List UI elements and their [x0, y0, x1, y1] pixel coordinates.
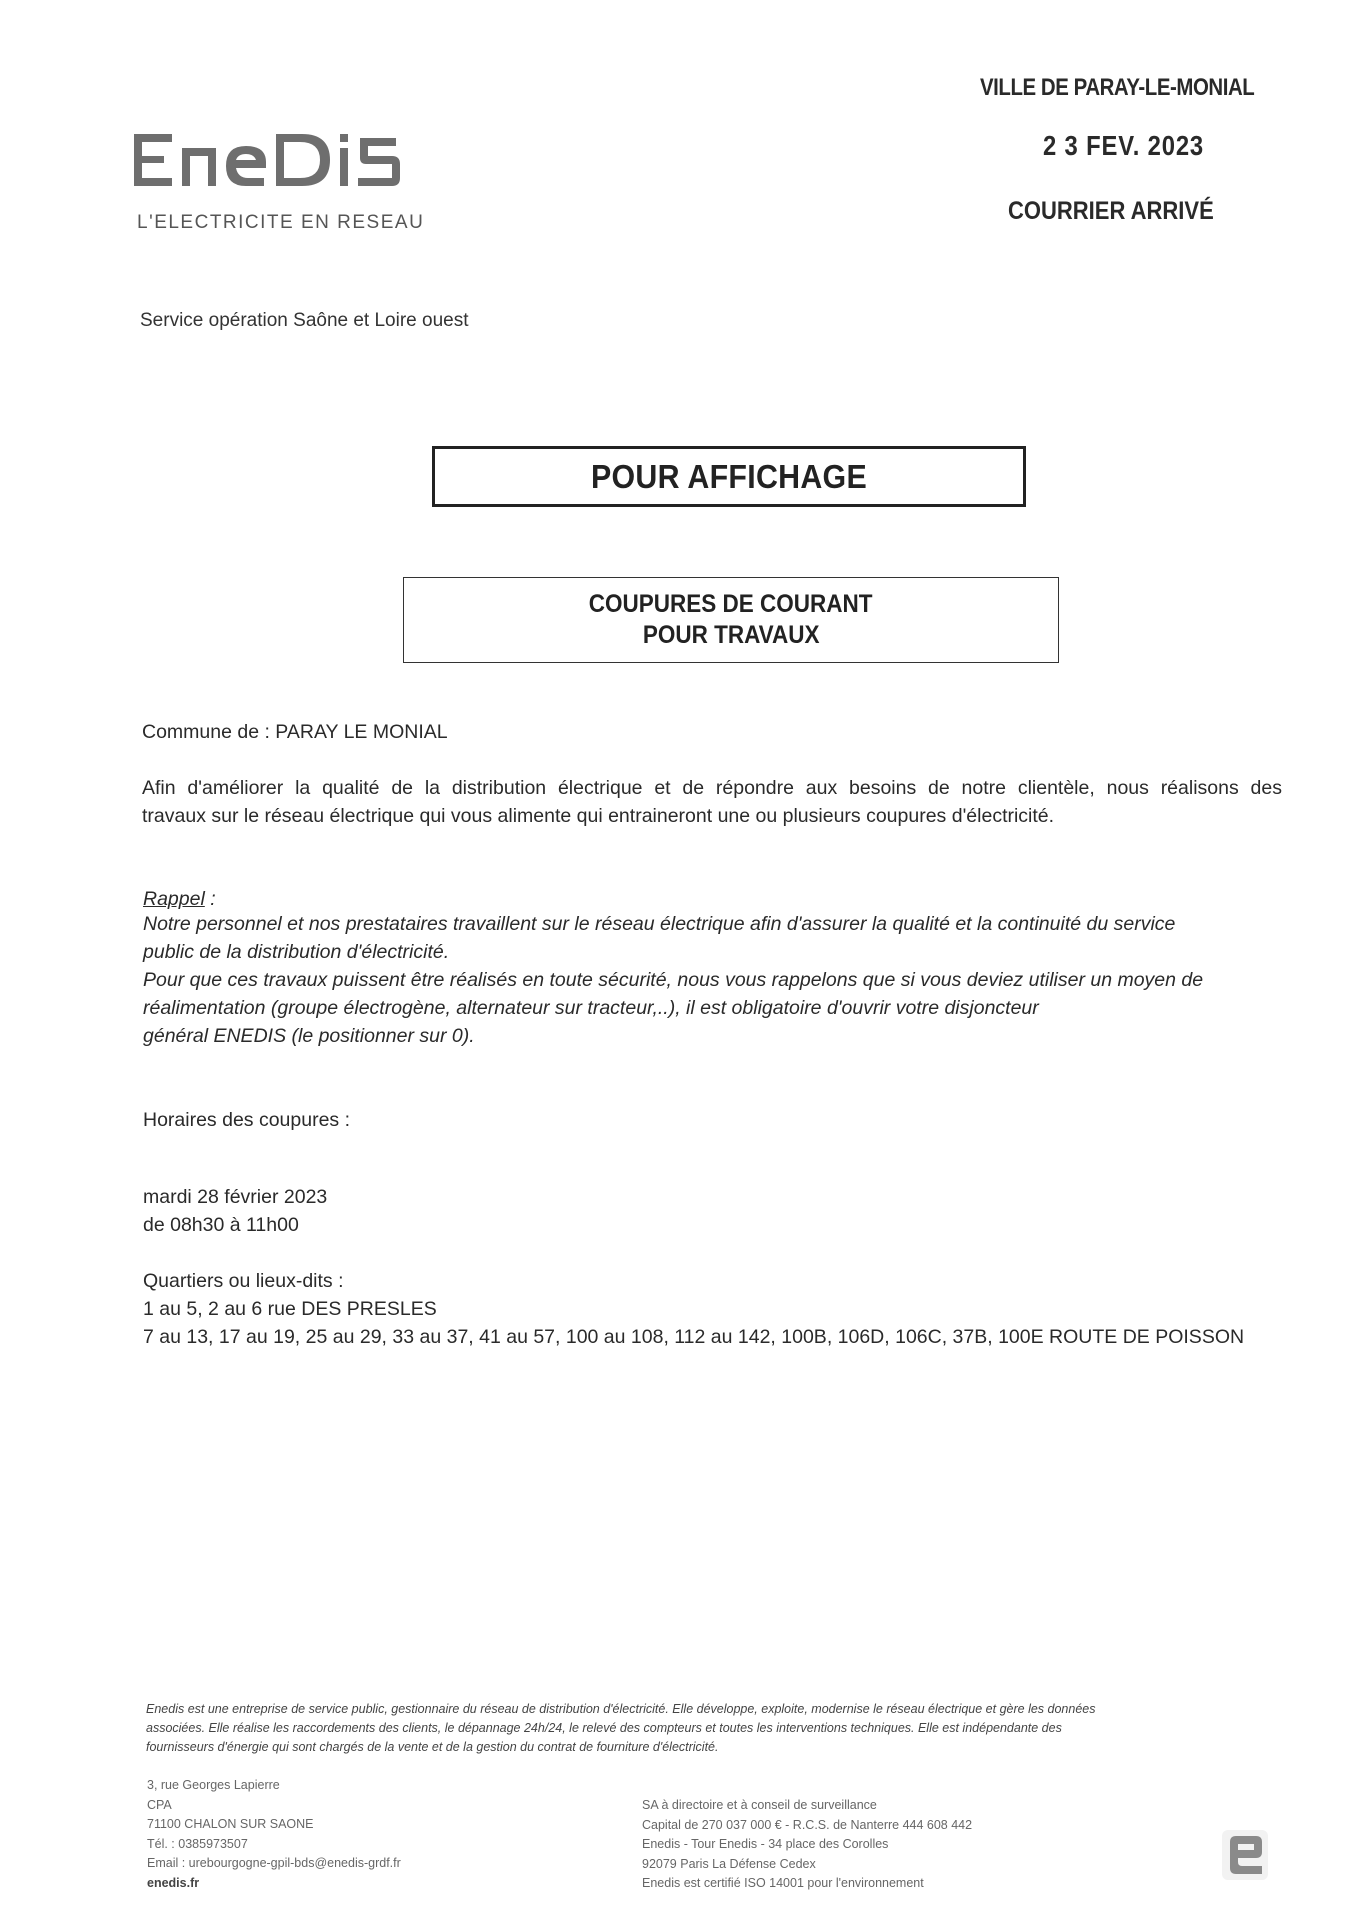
coupures-title-line1: COUPURES DE COURANT [589, 590, 873, 618]
commune: Commune de : PARAY LE MONIAL [142, 721, 448, 743]
footer-legal-line: Enedis est certifié ISO 14001 pour l'environnement [642, 1876, 924, 1890]
footer-legal-line: Capital de 270 037 000 € - R.C.S. de Nanterre 444 608 442 [642, 1817, 973, 1832]
footer-description-line: Enedis est une entreprise de service public, gestionnaire du réseau de distribution d'électricité. Elle développe, exploite, modernise le réseau électrique et gère les données [146, 1702, 1096, 1716]
rappel-line: réalimentation (groupe électrogène, alternateur sur tracteur,..), il est obligatoire d'ouvrir votre disjoncteur [143, 997, 1039, 1019]
footer-legal-line: 92079 Paris La Défense Cedex [642, 1856, 816, 1871]
schedule-time: de 08h30 à 11h00 [143, 1214, 299, 1236]
intro-paragraph [142, 774, 1282, 830]
address-line: 1 au 5, 2 au 6 rue DES PRESLES [143, 1298, 437, 1320]
footer-address-line: 3, rue Georges Lapierre [147, 1778, 280, 1792]
footer-address-line: 71100 CHALON SUR SAONE [147, 1817, 314, 1831]
footer-legal-line: SA à directoire et à conseil de surveillance [642, 1798, 877, 1812]
coupures-box [403, 577, 1059, 663]
footer-legal-line: Enedis - Tour Enedis - 34 place des Corolles [642, 1837, 889, 1851]
footer-website: enedis.fr [147, 1875, 200, 1890]
footer-description-line: fournisseurs d'énergie qui sont chargés de la vente et de la gestion du contrat de fourniture d'électricité. [146, 1740, 719, 1754]
rappel-line: public de la distribution d'électricité. [143, 941, 450, 963]
stamp-city: VILLE DE PARAY-LE-MONIAL [980, 74, 1255, 101]
footer-legal [642, 1796, 972, 1894]
rappel-line: Notre personnel et nos prestataires travaillent sur le réseau électrique afin d'assurer la qualité et la continuité du service [143, 913, 1176, 935]
rappel-heading [143, 885, 216, 913]
footer-company-description [146, 1700, 1236, 1757]
intro-line: travaux sur le réseau électrique qui vous alimente qui entraineront une ou plusieurs coupures d'électricité. [142, 805, 1055, 827]
footer-address-line: CPA [147, 1797, 172, 1812]
enedis-footer-logo-icon [1222, 1830, 1268, 1880]
rappel-paragraph [143, 910, 1279, 1050]
rappel-colon: : [204, 888, 216, 910]
address-line: 7 au 13, 17 au 19, 25 au 29, 33 au 37, 41 au 57, 100 au 108, 112 au 142, 100B, 106D, 106C, 37B, 100E ROUTE DE POISSON [143, 1326, 1245, 1348]
logo-tagline: L'ELECTRICITE EN RESEAU [137, 212, 425, 233]
intro-line: Afin d'améliorer la qualité de la distribution électrique et de répondre aux besoins de notre clientèle, nous réalisons des [142, 777, 1282, 799]
horaires-label: Horaires des coupures : [143, 1109, 351, 1131]
rappel-title: Rappel [143, 888, 205, 910]
pour-affichage-box [432, 446, 1026, 507]
service-name: Service opération Saône et Loire ouest [140, 310, 469, 331]
footer-email: Email : urebourgogne-gpil-bds@enedis-grdf.fr [147, 1856, 401, 1870]
stamp-date: 2 3 FEV. 2023 [1043, 130, 1205, 161]
stamp-status: COURRIER ARRIVÉ [1008, 197, 1214, 225]
quartiers-label: Quartiers ou lieux-dits : [143, 1270, 344, 1292]
coupures-title-line2: POUR TRAVAUX [642, 621, 820, 649]
rappel-line: général ENEDIS (le positionner sur 0). [143, 1025, 475, 1047]
pour-affichage-title: POUR AFFICHAGE [590, 457, 867, 495]
enedis-logo-mark [134, 128, 424, 192]
schedule-date: mardi 28 février 2023 [143, 1186, 328, 1208]
footer-address [147, 1776, 401, 1893]
footer-description-line: associées. Elle réalise les raccordements des clients, le dépannage 24h/24, le relevé des compteurs et toutes les interventions techniques. Elle est indépendante des [146, 1721, 1062, 1735]
footer-phone: Tél. : 0385973507 [147, 1836, 248, 1851]
enedis-logo [134, 128, 424, 203]
rappel-line: Pour que ces travaux puissent être réalisés en toute sécurité, nous vous rappelons que si vous deviez utiliser un moyen de [143, 969, 1204, 991]
